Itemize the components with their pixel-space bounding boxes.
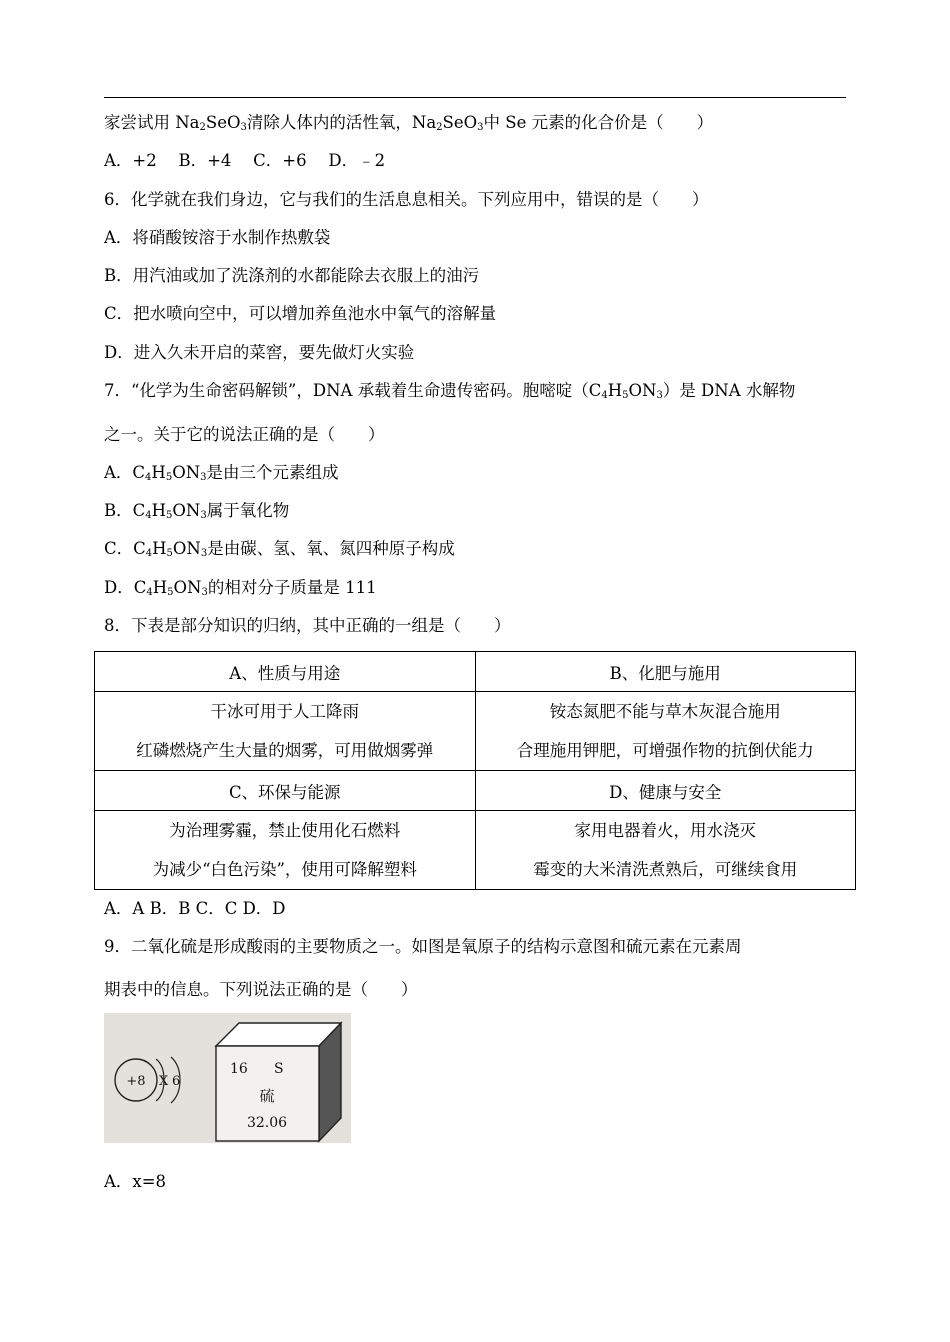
table-cell-d-body	[475, 811, 856, 890]
q7-b-prefix: B．C	[104, 501, 146, 520]
q7-c-h: H	[152, 539, 167, 558]
nucleus-charge: +8	[126, 1074, 146, 1089]
q7-option-c	[104, 537, 455, 561]
q6-option-c: C．把水喷向空中，可以增加养鱼池水中氧气的溶解量	[104, 304, 497, 323]
q5-stem-text-2: SeO	[205, 113, 241, 132]
q7-formula-sub-c: 4	[601, 390, 608, 401]
table-cell-b-head: B、化肥与施用	[475, 652, 856, 692]
q6-stem: 6．化学就在我们身边，它与我们的生活息息相关。下列应用中，错误的是（ ）	[104, 190, 709, 209]
q7-d-suffix: 的相对分子质量是 111	[207, 578, 377, 597]
q7-d-on: ON	[173, 578, 202, 597]
q6-option-b: B．用汽油或加了洗涤剂的水都能除去衣服上的油污	[104, 266, 480, 285]
q9-stem-line1: 9．二氧化硫是形成酸雨的主要物质之一。如图是氧原子的结构示意图和硫元素在元素周	[104, 937, 742, 956]
q5-stem-text-4: SeO	[442, 113, 478, 132]
element-name: 硫	[259, 1087, 275, 1105]
q7-option-b	[104, 499, 289, 523]
table-cell-a-head: A、性质与用途	[95, 652, 476, 692]
q7-a-sub-c: 4	[145, 472, 152, 483]
q7-formula-sub-h: 5	[622, 390, 629, 401]
q7-stem-line2: 之一。关于它的说法正确的是（ ）	[104, 425, 385, 444]
q7-b-h: H	[151, 501, 167, 520]
q7-c-sub-c: 4	[145, 548, 153, 559]
q5-stem-text-5: 中 Se 元素的化合价是（ ）	[483, 113, 714, 132]
q7-c-sub-h: 5	[166, 548, 173, 559]
table-d-line2: 霉变的大米清洗煮熟后，可继续食用	[533, 860, 798, 879]
q7-formula-h: H	[607, 381, 623, 400]
q7-formula-on: ON	[628, 381, 657, 400]
table-row	[95, 811, 856, 890]
q6-option-a: A．将硝酸铵溶于水制作热敷袋	[104, 228, 331, 247]
q7-c-prefix: C．C	[104, 539, 146, 558]
shell2-electrons: 6	[172, 1074, 181, 1089]
q7-d-sub-c: 4	[146, 587, 153, 598]
table-b-line1: 铵态氮肥不能与草木灰混合施用	[549, 702, 781, 721]
shell1-electrons-x: X	[159, 1074, 169, 1089]
table-cell-d-head: D、健康与安全	[475, 771, 856, 811]
q9-option-a: A．x=8	[104, 1172, 167, 1191]
q9-stem-line2: 期表中的信息。下列说法正确的是（ ）	[104, 980, 418, 999]
q5-stem-sub-2: 3	[240, 122, 247, 133]
table-cell-b-body	[475, 692, 856, 771]
q7-a-sub-n: 3	[200, 472, 207, 483]
table-row	[95, 652, 856, 692]
q8-options: A．A B．B C．C D．D	[104, 899, 286, 918]
q8-stem: 8．下表是部分知识的归纳，其中正确的一组是（ ）	[104, 616, 511, 635]
q7-a-on: ON	[172, 463, 201, 482]
table-c-line2: 为减少“白色污染”，使用可降解塑料	[152, 860, 417, 879]
q5-options: A．+2 B．+4 C．+6 D．﹣2	[104, 151, 386, 170]
table-d-line1: 家用电器着火，用水浇灭	[574, 821, 756, 840]
q7-d-h: H	[152, 578, 168, 597]
q7-c-suffix: 是由碳、氢、氧、氮四种原子构成	[207, 539, 455, 558]
header-rule	[104, 97, 846, 98]
q5-stem-text-3: 清除人体内的活性氧，Na	[246, 113, 437, 132]
table-a-line2: 红磷燃烧产生大量的烟雾，可用做烟雾弹	[136, 741, 434, 760]
q7-option-a	[104, 461, 339, 485]
q5-stem	[104, 111, 713, 135]
atomic-mass: 32.06	[246, 1115, 288, 1131]
q7-d-sub-h: 5	[167, 587, 174, 598]
q9-figure	[104, 1013, 351, 1143]
q5-stem-sub-3: 2	[436, 122, 443, 133]
q7-c-sub-n: 3	[200, 548, 208, 559]
q7-formula-sub-n: 3	[656, 390, 663, 401]
knowledge-table	[94, 651, 856, 890]
q7-b-on: ON	[172, 501, 201, 520]
element-symbol: S	[274, 1061, 284, 1077]
q5-stem-sub-1: 2	[199, 122, 206, 133]
table-cell-a-body	[95, 692, 476, 771]
q7-a-sub-h: 5	[165, 472, 173, 483]
q7-b-sub-h: 5	[166, 510, 173, 521]
table-a-line1: 干冰可用于人工降雨	[210, 702, 359, 721]
q7-b-sub-c: 4	[145, 510, 152, 521]
table-c-line1: 为治理雾霾，禁止使用化石燃料	[169, 821, 401, 840]
q7-b-sub-n: 3	[200, 510, 207, 521]
table-row	[95, 692, 856, 771]
table-b-line2: 合理施用钾肥，可增强作物的抗倒伏能力	[516, 741, 814, 760]
q7-option-d	[104, 576, 377, 600]
q5-stem-text-1: 家尝试用 Na	[104, 113, 200, 132]
q7-d-prefix: D．C	[104, 578, 147, 597]
q5-stem-sub-4: 3	[477, 122, 484, 133]
table-cell-c-head: C、环保与能源	[95, 771, 476, 811]
q7-b-suffix: 属于氧化物	[206, 501, 290, 520]
atomic-number: 16	[230, 1061, 248, 1077]
q7-d-sub-n: 3	[201, 587, 208, 598]
table-cell-c-body	[95, 811, 476, 890]
q7-stem-text-1: 7．“化学为生命密码解锁”，DNA 承载着生命遗传密码。胞嘧啶（C	[104, 381, 602, 400]
q6-option-d: D．进入久未开启的菜窖，要先做灯火实验	[104, 343, 415, 362]
q7-a-h: H	[151, 463, 166, 482]
q9-figure-svg	[104, 1013, 351, 1143]
q7-a-prefix: A．C	[104, 463, 146, 482]
table-row	[95, 771, 856, 811]
q7-c-on: ON	[172, 539, 201, 558]
q7-a-suffix: 是由三个元素组成	[206, 463, 339, 482]
q7-stem-line1	[104, 379, 795, 403]
q7-stem-text-2: ）是 DNA 水解物	[662, 381, 796, 400]
